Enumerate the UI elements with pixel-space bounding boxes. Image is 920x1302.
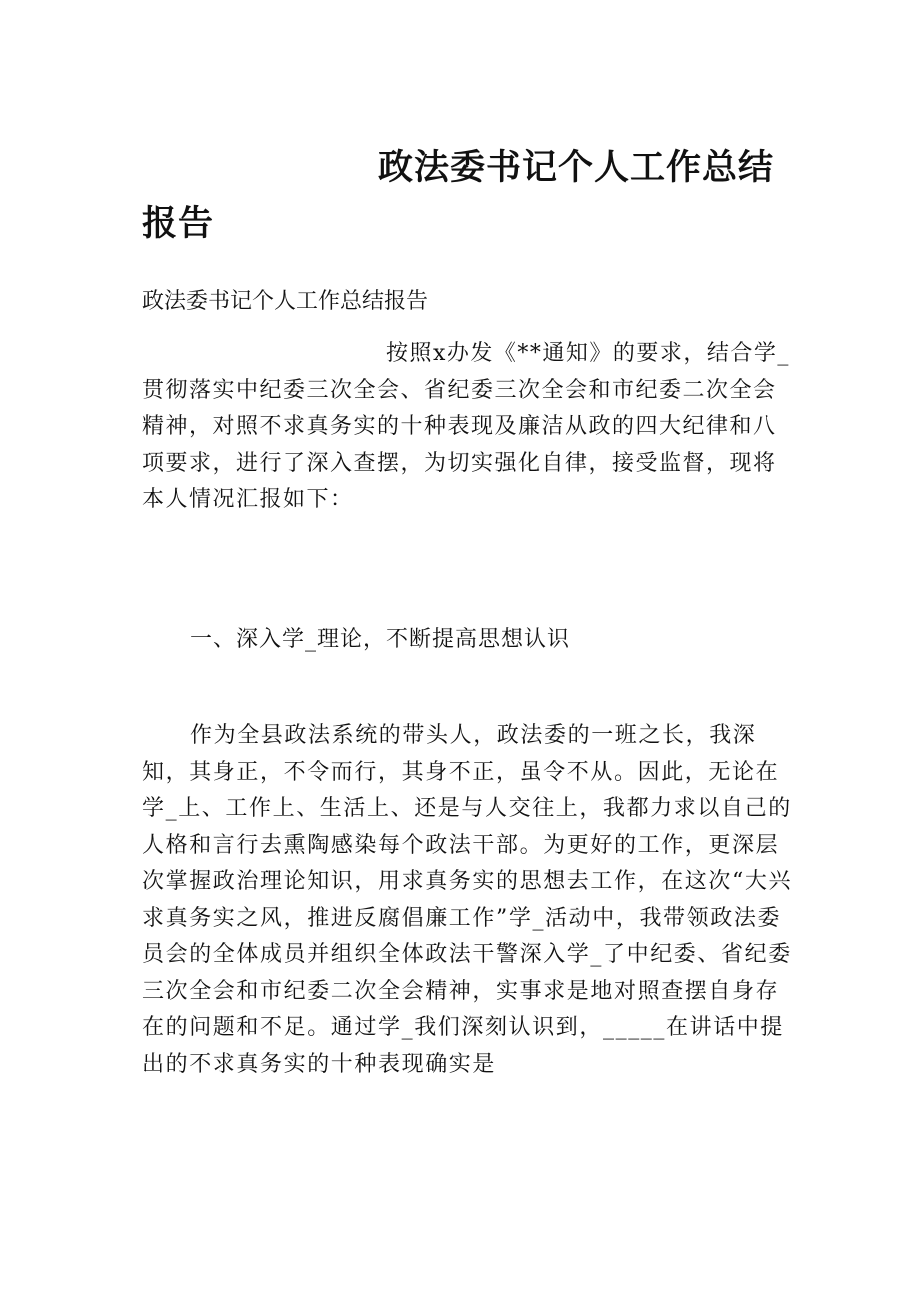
document-subtitle: 政法委书记个人工作总结报告 [142, 289, 429, 314]
section-heading: 一、深入学_理论，不断提高思想认识 [190, 627, 571, 652]
document-title: 政法委书记个人工作总结报告 [142, 148, 775, 244]
body-paragraph: 作为全县政法系统的带头人，政法委的一班之长，我深知，其身正，不令而行，其身不正，虽令不从。因此，无论在学_上、工作上、生活上、还是与人交往上，我都力求以自己的人格和言行去熏陶感染每个政法干部。为更好的工作，更深层次掌握政治理论知识，用求真务实的思想去工作，在这次“大兴求真务实之风，推进反腐倡廉工作”学_活动中，我带领政法委员会的全体成员并组织全体政法干警深入学_了中纪委、省纪委三次全会和市纪委二次全会精神，实事求是地对照查摆自身存在的问题和不足。通过学_我们深刻认识到，_____在讲话中提出的不求真务实的十种表现确实是 [142, 723, 793, 1077]
intro-paragraph: 按照x办发《**通知》的要求，结合学_贯彻落实中纪委三次全会、省纪委三次全会和市纪委二次全会精神，对照不求真务实的十种表现及廉洁从政的四大纪律和八项要求，进行了深入查摆，为切实强化自律，接受监督，现将本人情况汇报如下： [142, 341, 790, 512]
